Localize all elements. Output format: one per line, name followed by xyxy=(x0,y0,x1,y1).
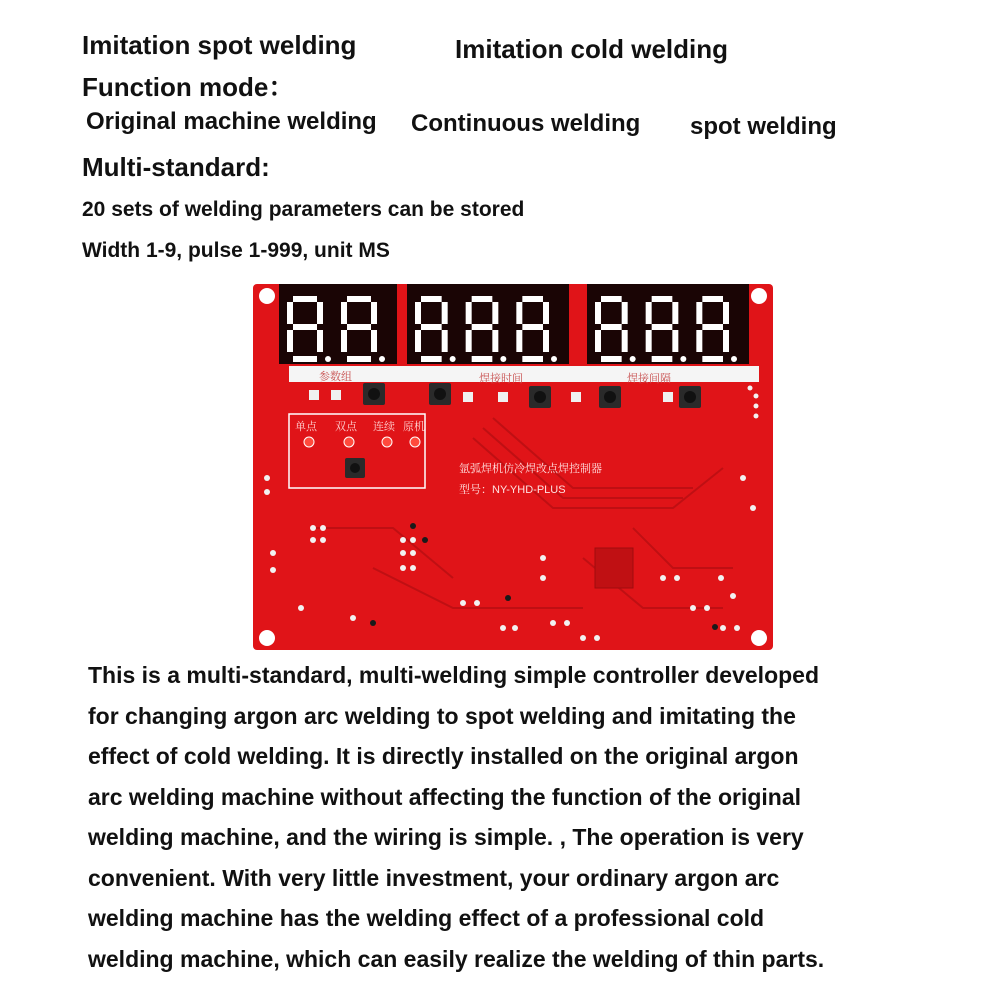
pcb-board xyxy=(253,278,773,650)
description-line: This is a multi-standard, multi-welding simple controller developed xyxy=(88,662,820,688)
mode-continuous: Continuous welding xyxy=(411,110,641,137)
label-weld-time: 焊接时间 xyxy=(479,373,523,385)
description-line: convenient. With very little investment, your ordinary argon arc xyxy=(88,864,780,891)
label-single: 单点 xyxy=(295,421,317,433)
description-line: welding machine has the welding effect of a professional cold xyxy=(88,905,765,931)
description-line: effect of cold welding. It is directly installed on the original argon xyxy=(88,743,799,769)
mode-button[interactable] xyxy=(345,458,365,478)
tact-button[interactable] xyxy=(363,383,385,405)
imitation-cold-heading: Imitation cold welding xyxy=(455,34,728,64)
range-text: Width 1-9, pulse 1-999, unit MS xyxy=(82,239,390,262)
description-line: for changing argon arc welding to spot welding and imitating the xyxy=(88,702,796,729)
board-model: 型号：NY-YHD-PLUS xyxy=(459,484,566,496)
label-param-group: 参数组 xyxy=(319,371,352,383)
description-line: arc welding machine without affecting the function of the original xyxy=(88,783,802,810)
mode-spot: spot welding xyxy=(690,113,837,140)
description-line: welding machine, and the wiring is simple. , The operation is very xyxy=(88,824,804,850)
label-weld-interval: 焊接间隔 xyxy=(627,373,671,385)
tact-button[interactable] xyxy=(529,386,551,408)
label-continuous: 连续 xyxy=(373,421,395,433)
tact-button[interactable] xyxy=(429,383,451,405)
description xyxy=(88,655,948,979)
stored-sets-text: 20 sets of welding parameters can be stored xyxy=(82,198,525,221)
function-mode-heading: Function mode： xyxy=(82,72,295,102)
tact-button[interactable] xyxy=(679,386,701,408)
tact-button[interactable] xyxy=(599,386,621,408)
board-title: 氩弧焊机仿冷焊改点焊控制器 xyxy=(459,463,602,475)
description-line: welding machine, which can easily realize the welding of thin parts. xyxy=(88,945,825,972)
label-original: 原机 xyxy=(403,421,425,433)
mode-original: Original machine welding xyxy=(86,108,377,135)
imitation-spot-heading: Imitation spot welding xyxy=(82,30,357,60)
label-double: 双点 xyxy=(335,421,357,433)
multi-standard-heading: Multi-standard: xyxy=(82,152,270,182)
